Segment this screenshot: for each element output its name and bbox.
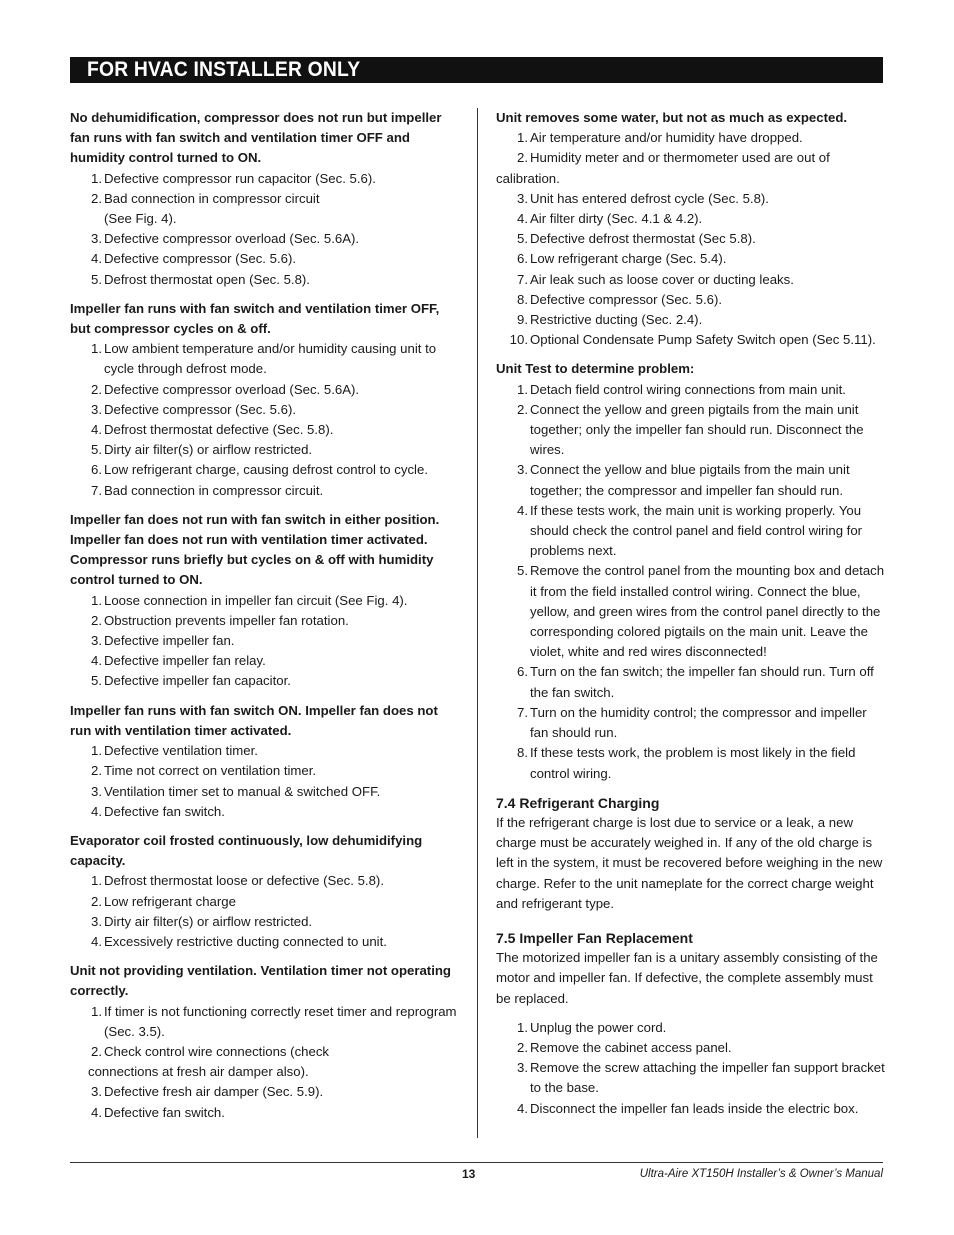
manual-title: Ultra-Aire XT150H Installer’s & Owner’s Manual — [639, 1168, 883, 1180]
item-number: 1. — [91, 341, 102, 357]
item-text: Defective impeller fan. — [104, 633, 235, 649]
item-text: Defrost thermostat defective (Sec. 5.8). — [104, 422, 334, 438]
item-text: Connect the yellow and blue pigtails from the main unit together; the compressor and impeller fan should run. — [530, 462, 850, 498]
item-text: Defective compressor (Sec. 5.6). — [104, 251, 297, 267]
list-item — [70, 270, 462, 290]
list-item — [70, 249, 462, 269]
item-number: 7. — [91, 482, 102, 498]
section-heading: Evaporator coil frosted continuously, low dehumidifying capacity. — [70, 832, 423, 869]
item-text: Optional Condensate Pump Safety Switch open (Sec 5.11). — [530, 332, 876, 348]
item-number: 5. — [91, 271, 102, 287]
item-text: Ventilation timer set to manual & switched OFF. — [104, 783, 381, 799]
item-number: 2. — [517, 1039, 528, 1055]
item-text: Defrost thermostat open (Sec. 5.8). — [104, 271, 310, 287]
item-number: 6. — [91, 462, 102, 478]
item-text: Obstruction prevents impeller fan rotation. — [104, 612, 349, 628]
list-item — [70, 1002, 462, 1042]
item-text: Defective impeller fan relay. — [104, 653, 266, 669]
item-number: 2. — [91, 763, 102, 779]
list-item — [496, 1018, 888, 1038]
list-item — [496, 189, 888, 209]
item-number: 4. — [91, 933, 102, 949]
procedure-list — [496, 1018, 888, 1119]
item-number: 3. — [517, 1060, 528, 1076]
item-text: Time not correct on ventilation timer. — [104, 763, 317, 779]
section-heading: Impeller fan runs with fan switch and ventilation timer OFF, but compressor cycles on & off. — [70, 300, 440, 337]
list-item — [70, 802, 462, 822]
item-text: Defective compressor overload (Sec. 5.6A). — [104, 231, 360, 247]
section-heading: Unit not providing ventilation. Ventilation timer not operating correctly. — [70, 963, 451, 999]
list-item — [496, 330, 888, 350]
list-item-continuation — [70, 1062, 462, 1082]
unit-test-section — [496, 359, 888, 783]
section-banner — [70, 57, 883, 83]
list-item — [496, 561, 888, 662]
item-number: 4. — [91, 422, 102, 438]
troubleshoot-section — [70, 510, 462, 692]
list-item — [496, 662, 888, 702]
list-item — [70, 420, 462, 440]
list-item — [70, 932, 462, 952]
item-text: Defective impeller fan capacitor. — [104, 673, 291, 689]
cause-list — [496, 128, 888, 350]
refrigerant-charging-section — [496, 793, 888, 914]
cause-list — [70, 169, 462, 290]
item-text: Dirty air filter(s) or airflow restricted. — [104, 913, 313, 929]
item-number: 4. — [517, 211, 528, 227]
left-column — [70, 108, 462, 1132]
list-item — [496, 270, 888, 290]
item-text: Defective compressor run capacitor (Sec. 5.6). — [104, 170, 376, 186]
list-item — [496, 1099, 888, 1119]
section-heading: Impeller fan runs with fan switch ON. Impeller fan does not run with ventilation timer activated. — [70, 702, 438, 738]
item-number: 4. — [517, 1100, 528, 1116]
list-item — [496, 1058, 888, 1098]
troubleshoot-section — [70, 299, 462, 501]
item-number: 3. — [91, 401, 102, 417]
item-number: 6. — [517, 664, 528, 680]
list-item-continuation — [496, 169, 888, 189]
item-text: Bad connection in compressor circuit (See Fig. 4). — [104, 190, 320, 227]
page-number: 13 — [462, 1167, 476, 1181]
list-item — [70, 912, 462, 932]
item-number: 7. — [517, 704, 528, 720]
body-paragraph: If the refrigerant charge is lost due to service or a leak, a new charge must be accurately weighed in. If any of the old charge is left in the system, it must be recovered before weighing in the new charge. Refer to the unit nameplate for the correct charge weight and refrigerant type. — [496, 814, 883, 911]
list-item — [70, 671, 462, 691]
list-item — [70, 871, 462, 891]
item-number: 2. — [517, 401, 528, 417]
body-paragraph: The motorized impeller fan is a unitary assembly consisting of the motor and impeller fan. If defective, the complete assembly must be replaced. — [496, 950, 878, 1006]
item-text: Detach field control wiring connections from main unit. — [530, 381, 846, 397]
item-text: Unit has entered defrost cycle (Sec. 5.8). — [530, 190, 769, 206]
list-item — [70, 591, 462, 611]
list-item — [496, 310, 888, 330]
item-text: Defective fan switch. — [104, 1104, 225, 1120]
list-item — [496, 743, 888, 783]
item-number: 2. — [91, 612, 102, 628]
list-item — [496, 128, 888, 148]
item-number: 10. — [509, 332, 528, 348]
troubleshoot-section — [496, 108, 888, 350]
cause-list — [70, 741, 462, 822]
list-item — [70, 782, 462, 802]
footer-rule — [70, 1162, 883, 1163]
item-text: Low refrigerant charge — [104, 893, 236, 909]
item-number: 4. — [91, 251, 102, 267]
cause-list — [70, 871, 462, 952]
test-steps-list — [496, 380, 888, 784]
item-text: Low refrigerant charge (Sec. 5.4). — [530, 251, 727, 267]
item-text: Air leak such as loose cover or ducting leaks. — [530, 271, 794, 287]
item-text: connections at fresh air damper also). — [88, 1064, 309, 1080]
item-text: Connect the yellow and green pigtails from the main unit together; only the impeller fan should run. Disconnect the wires. — [530, 401, 864, 458]
list-item — [496, 380, 888, 400]
right-column — [496, 108, 888, 1128]
list-item — [70, 169, 462, 189]
item-text: Defective ventilation timer. — [104, 743, 258, 759]
list-item — [496, 249, 888, 269]
list-item — [496, 209, 888, 229]
section-heading: Impeller fan does not run with fan switch in either position. Impeller fan does not run with ventilation timer activated. Compressor runs briefly but cycles on & off with humidity control turned to ON. — [70, 511, 440, 588]
item-number: 1. — [91, 743, 102, 759]
item-number: 1. — [517, 1019, 528, 1035]
list-item — [70, 1082, 462, 1102]
list-item — [70, 189, 462, 229]
list-item — [70, 339, 462, 379]
list-item — [70, 400, 462, 420]
item-number: 1. — [91, 873, 102, 889]
list-item — [496, 229, 888, 249]
item-number: 2. — [91, 190, 102, 206]
troubleshoot-section — [70, 961, 462, 1123]
banner-title: FOR HVAC INSTALLER ONLY — [87, 58, 361, 81]
item-text: Defective fresh air damper (Sec. 5.9). — [104, 1084, 324, 1100]
list-item — [70, 761, 462, 781]
item-number: 3. — [91, 1084, 102, 1100]
item-text: Turn on the fan switch; the impeller fan should run. Turn off the fan switch. — [530, 664, 874, 700]
section-heading: No dehumidification, compressor does not run but impeller fan runs with fan switch and ventilation timer OFF and humidity control turned to ON. — [70, 110, 442, 166]
item-text: Disconnect the impeller fan leads inside the electric box. — [530, 1100, 859, 1116]
list-item — [70, 460, 462, 480]
column-divider — [477, 108, 478, 1138]
item-text: Air filter dirty (Sec. 4.1 & 4.2). — [530, 211, 703, 227]
item-number: 3. — [91, 633, 102, 649]
item-text: Restrictive ducting (Sec. 2.4). — [530, 312, 703, 328]
item-text: Humidity meter and or thermometer used are out of — [530, 150, 830, 166]
list-item — [70, 1042, 462, 1062]
item-number: 3. — [91, 913, 102, 929]
item-text: Defective compressor (Sec. 5.6). — [530, 291, 723, 307]
list-item — [496, 400, 888, 461]
item-number: 1. — [517, 130, 528, 146]
item-number: 9. — [517, 312, 528, 328]
list-item — [70, 380, 462, 400]
item-text: Defective compressor overload (Sec. 5.6A). — [104, 381, 360, 397]
item-number: 2. — [91, 893, 102, 909]
item-text: Defrost thermostat loose or defective (Sec. 5.8). — [104, 873, 384, 889]
item-text: Remove the cabinet access panel. — [530, 1039, 732, 1055]
list-item — [496, 460, 888, 500]
item-text: Turn on the humidity control; the compressor and impeller fan should run. — [530, 704, 867, 741]
impeller-replacement-section — [496, 928, 888, 1119]
item-text: Unplug the power cord. — [530, 1019, 667, 1035]
list-item — [70, 440, 462, 460]
list-item — [496, 1038, 888, 1058]
item-number: 7. — [517, 271, 528, 287]
item-text: Defective compressor (Sec. 5.6). — [104, 401, 297, 417]
item-text: Defective defrost thermostat (Sec 5.8). — [530, 231, 756, 247]
item-number: 3. — [517, 462, 528, 478]
item-number: 8. — [517, 745, 528, 761]
list-item — [70, 229, 462, 249]
list-item — [70, 741, 462, 761]
item-text: Excessively restrictive ducting connected to unit. — [104, 933, 387, 949]
item-number: 4. — [91, 803, 102, 819]
list-item — [496, 290, 888, 310]
section-heading: Unit Test to determine problem: — [496, 361, 695, 377]
item-text: If timer is not functioning correctly reset timer and reprogram (Sec. 3.5). — [104, 1003, 457, 1039]
troubleshoot-section — [70, 108, 462, 290]
item-text: Low ambient temperature and/or humidity causing unit to cycle through defrost mode. — [104, 341, 437, 377]
list-item — [70, 651, 462, 671]
cause-list — [70, 591, 462, 692]
troubleshoot-section — [70, 831, 462, 952]
item-number: 3. — [91, 231, 102, 247]
item-text: Remove the control panel from the mounting box and detach it from the field installed control wiring. Connect the blue, yellow, and green wires from the control panel directly to the corresponding colored pigtails on the main unit. Leave the violet, white and red wires disconnected! — [530, 563, 885, 660]
list-item — [496, 703, 888, 743]
item-number: 5. — [517, 231, 528, 247]
item-number: 1. — [91, 170, 102, 186]
item-number: 3. — [517, 190, 528, 206]
list-item — [70, 611, 462, 631]
troubleshoot-section — [70, 701, 462, 822]
item-text: If these tests work, the main unit is working properly. You should check the control panel and field control wiring for problems next. — [530, 502, 863, 559]
subsection-heading: 7.5 Impeller Fan Replacement — [496, 929, 693, 946]
item-text: If these tests work, the problem is most likely in the field control wiring. — [530, 745, 856, 781]
item-text: Remove the screw attaching the impeller fan support bracket to the base. — [530, 1060, 885, 1096]
item-text: Defective fan switch. — [104, 803, 225, 819]
item-number: 5. — [517, 563, 528, 579]
item-number: 4. — [91, 653, 102, 669]
section-heading: Unit removes some water, but not as much as expected. — [496, 110, 848, 125]
item-text: Loose connection in impeller fan circuit (See Fig. 4). — [104, 592, 408, 608]
item-number: 6. — [517, 251, 528, 267]
item-text: Bad connection in compressor circuit. — [104, 482, 324, 498]
item-number: 4. — [517, 502, 528, 518]
cause-list — [70, 339, 462, 501]
cause-list — [70, 1002, 462, 1123]
item-number: 5. — [91, 673, 102, 689]
list-item — [70, 631, 462, 651]
subsection-heading: 7.4 Refrigerant Charging — [496, 794, 660, 811]
item-number: 2. — [517, 150, 528, 166]
item-text: calibration. — [496, 170, 560, 186]
item-text: Check control wire connections (check — [104, 1043, 330, 1059]
item-number: 5. — [91, 442, 102, 458]
list-item — [70, 481, 462, 501]
list-item — [70, 1103, 462, 1123]
item-number: 4. — [91, 1104, 102, 1120]
item-text: Low refrigerant charge, causing defrost control to cycle. — [104, 462, 428, 478]
item-number: 1. — [91, 1003, 102, 1019]
item-number: 2. — [91, 1043, 102, 1059]
item-number: 8. — [517, 291, 528, 307]
item-number: 1. — [517, 381, 528, 397]
list-item — [496, 501, 888, 562]
list-item — [496, 148, 888, 168]
item-text: Air temperature and/or humidity have dropped. — [530, 130, 803, 146]
list-item — [70, 892, 462, 912]
item-number: 2. — [91, 381, 102, 397]
item-text: Dirty air filter(s) or airflow restricted. — [104, 442, 313, 458]
item-number: 3. — [91, 783, 102, 799]
item-number: 1. — [91, 592, 102, 608]
